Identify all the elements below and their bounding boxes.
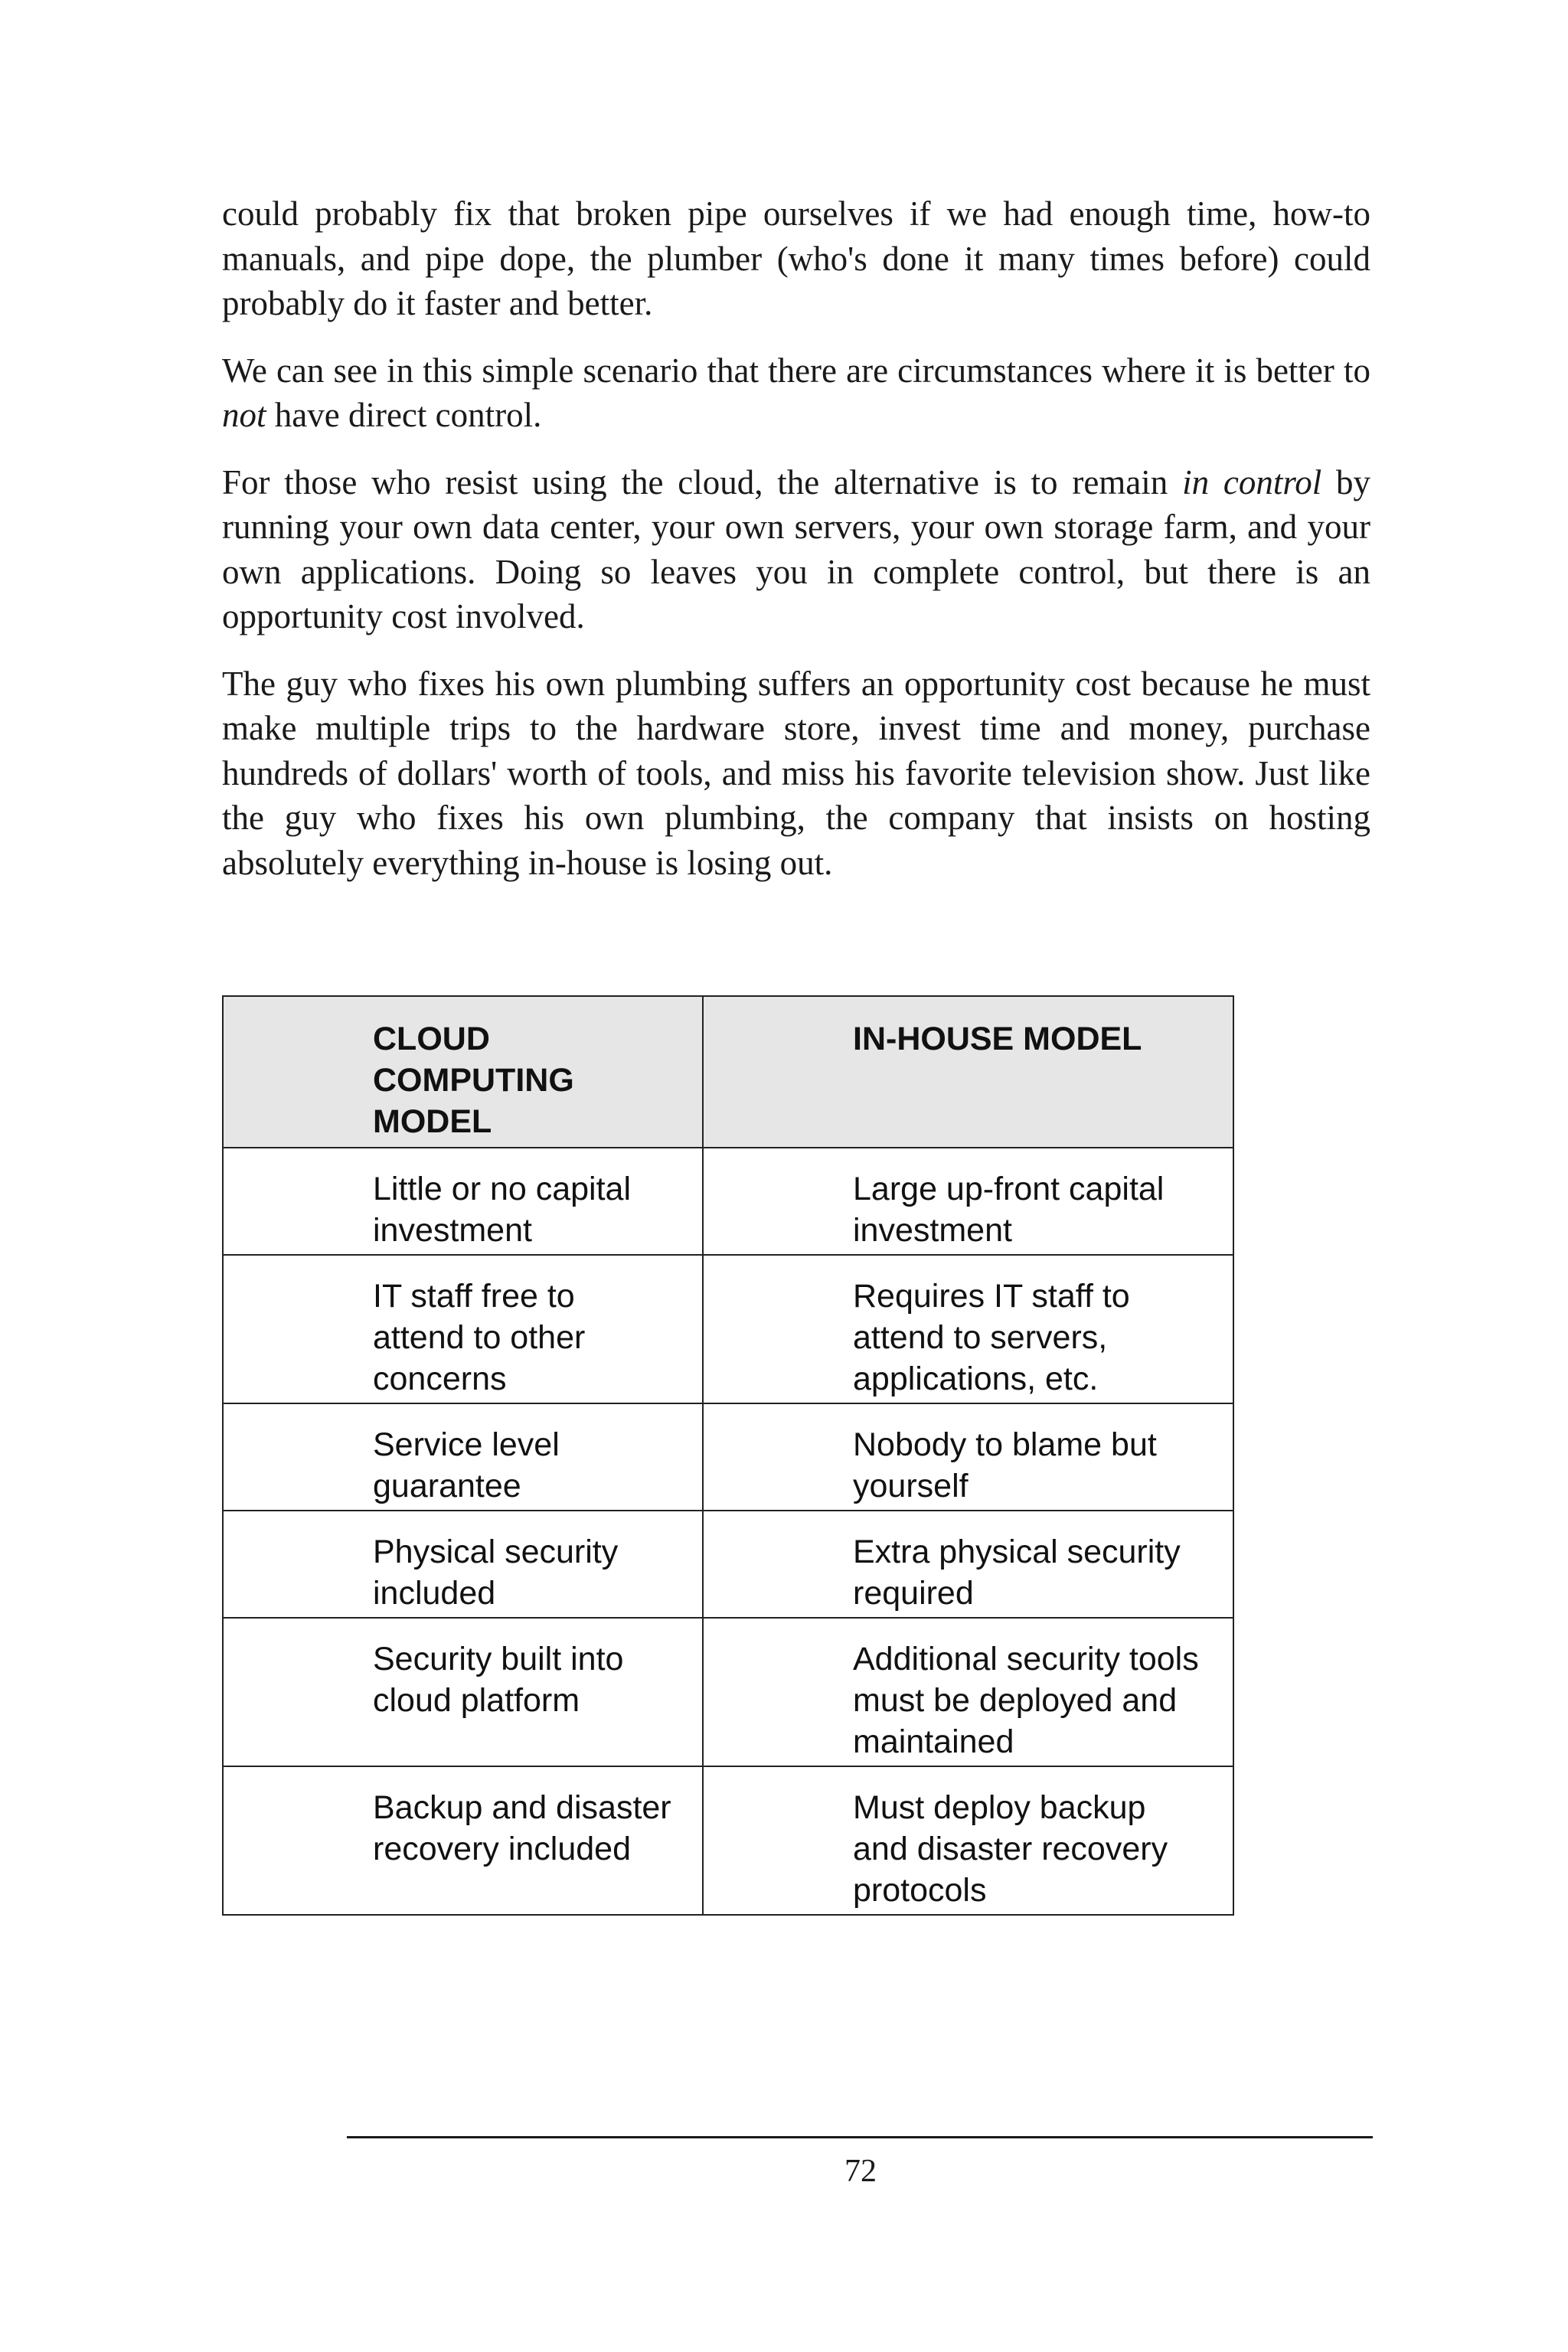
table-row <box>223 1618 1233 1766</box>
header-cloud-computing-model: CLOUD COMPUTING MODEL <box>223 996 703 1148</box>
table-row <box>223 1148 1233 1255</box>
emphasis-not: not <box>222 396 266 434</box>
header-in-house-model: IN-HOUSE MODEL <box>703 996 1233 1148</box>
body-text <box>222 191 1370 907</box>
cell-cloud: Physical security included <box>223 1511 703 1618</box>
cell-inhouse: Nobody to blame but yourself <box>703 1403 1233 1511</box>
cell-cloud: Backup and disaster recovery included <box>223 1766 703 1915</box>
table-row <box>223 1403 1233 1511</box>
cell-cloud: Service level guarantee <box>223 1403 703 1511</box>
cell-inhouse: Extra physical security required <box>703 1511 1233 1618</box>
cell-cloud: IT staff free to attend to other concerns <box>223 1255 703 1403</box>
table-header-row <box>223 996 1233 1148</box>
table-row <box>223 1511 1233 1618</box>
paragraph-direct-control-start: We can see in this simple scenario that there are circumstances where it is better to <box>222 351 1370 390</box>
cell-inhouse: Large up-front capital investment <box>703 1148 1233 1255</box>
page-number: 72 <box>844 2154 877 2189</box>
paragraph-opportunity-cost: The guy who fixes his own plumbing suffers an opportunity cost because he must make multiple trips to the hardware store, invest time and money, purchase hundreds of dollars' worth of tools, and miss his favorite television show. Just like the guy who fixes his own plumbing, the company that insists on hosting absolutely everything in-house is losing out. <box>222 664 1370 882</box>
cell-cloud: Little or no capital investment <box>223 1148 703 1255</box>
footer-rule <box>347 2136 1373 2138</box>
paragraph-resist-cloud-start: For those who resist using the cloud, the alternative is to remain <box>222 462 1183 501</box>
table-row <box>223 1255 1233 1403</box>
comparison-table <box>222 995 1234 1916</box>
paragraph-plumber-conclusion: could probably fix that broken pipe ourselves if we had enough time, how-to manuals, and pipe dope, the plumber (who's done it many times before) could probably do it faster and better. <box>222 194 1370 322</box>
cell-inhouse: Additional security tools must be deployed and maintained <box>703 1618 1233 1766</box>
emphasis-in-control: in control <box>1182 462 1322 501</box>
table-row <box>223 1766 1233 1915</box>
paragraph-direct-control <box>222 348 1370 438</box>
paragraph-resist-cloud-end: by running your own data center, your own servers, your own storage farm, and your own applications. Doing so leaves you in complete control, but there is an opportunity cost involved. <box>222 462 1370 635</box>
paragraph-direct-control-end: have direct control. <box>266 396 542 434</box>
cell-cloud: Security built into cloud platform <box>223 1618 703 1766</box>
paragraph-resist-cloud <box>222 460 1370 639</box>
cell-inhouse: Must deploy backup and disaster recovery protocols <box>703 1766 1233 1915</box>
cell-inhouse: Requires IT staff to attend to servers, applications, etc. <box>703 1255 1233 1403</box>
